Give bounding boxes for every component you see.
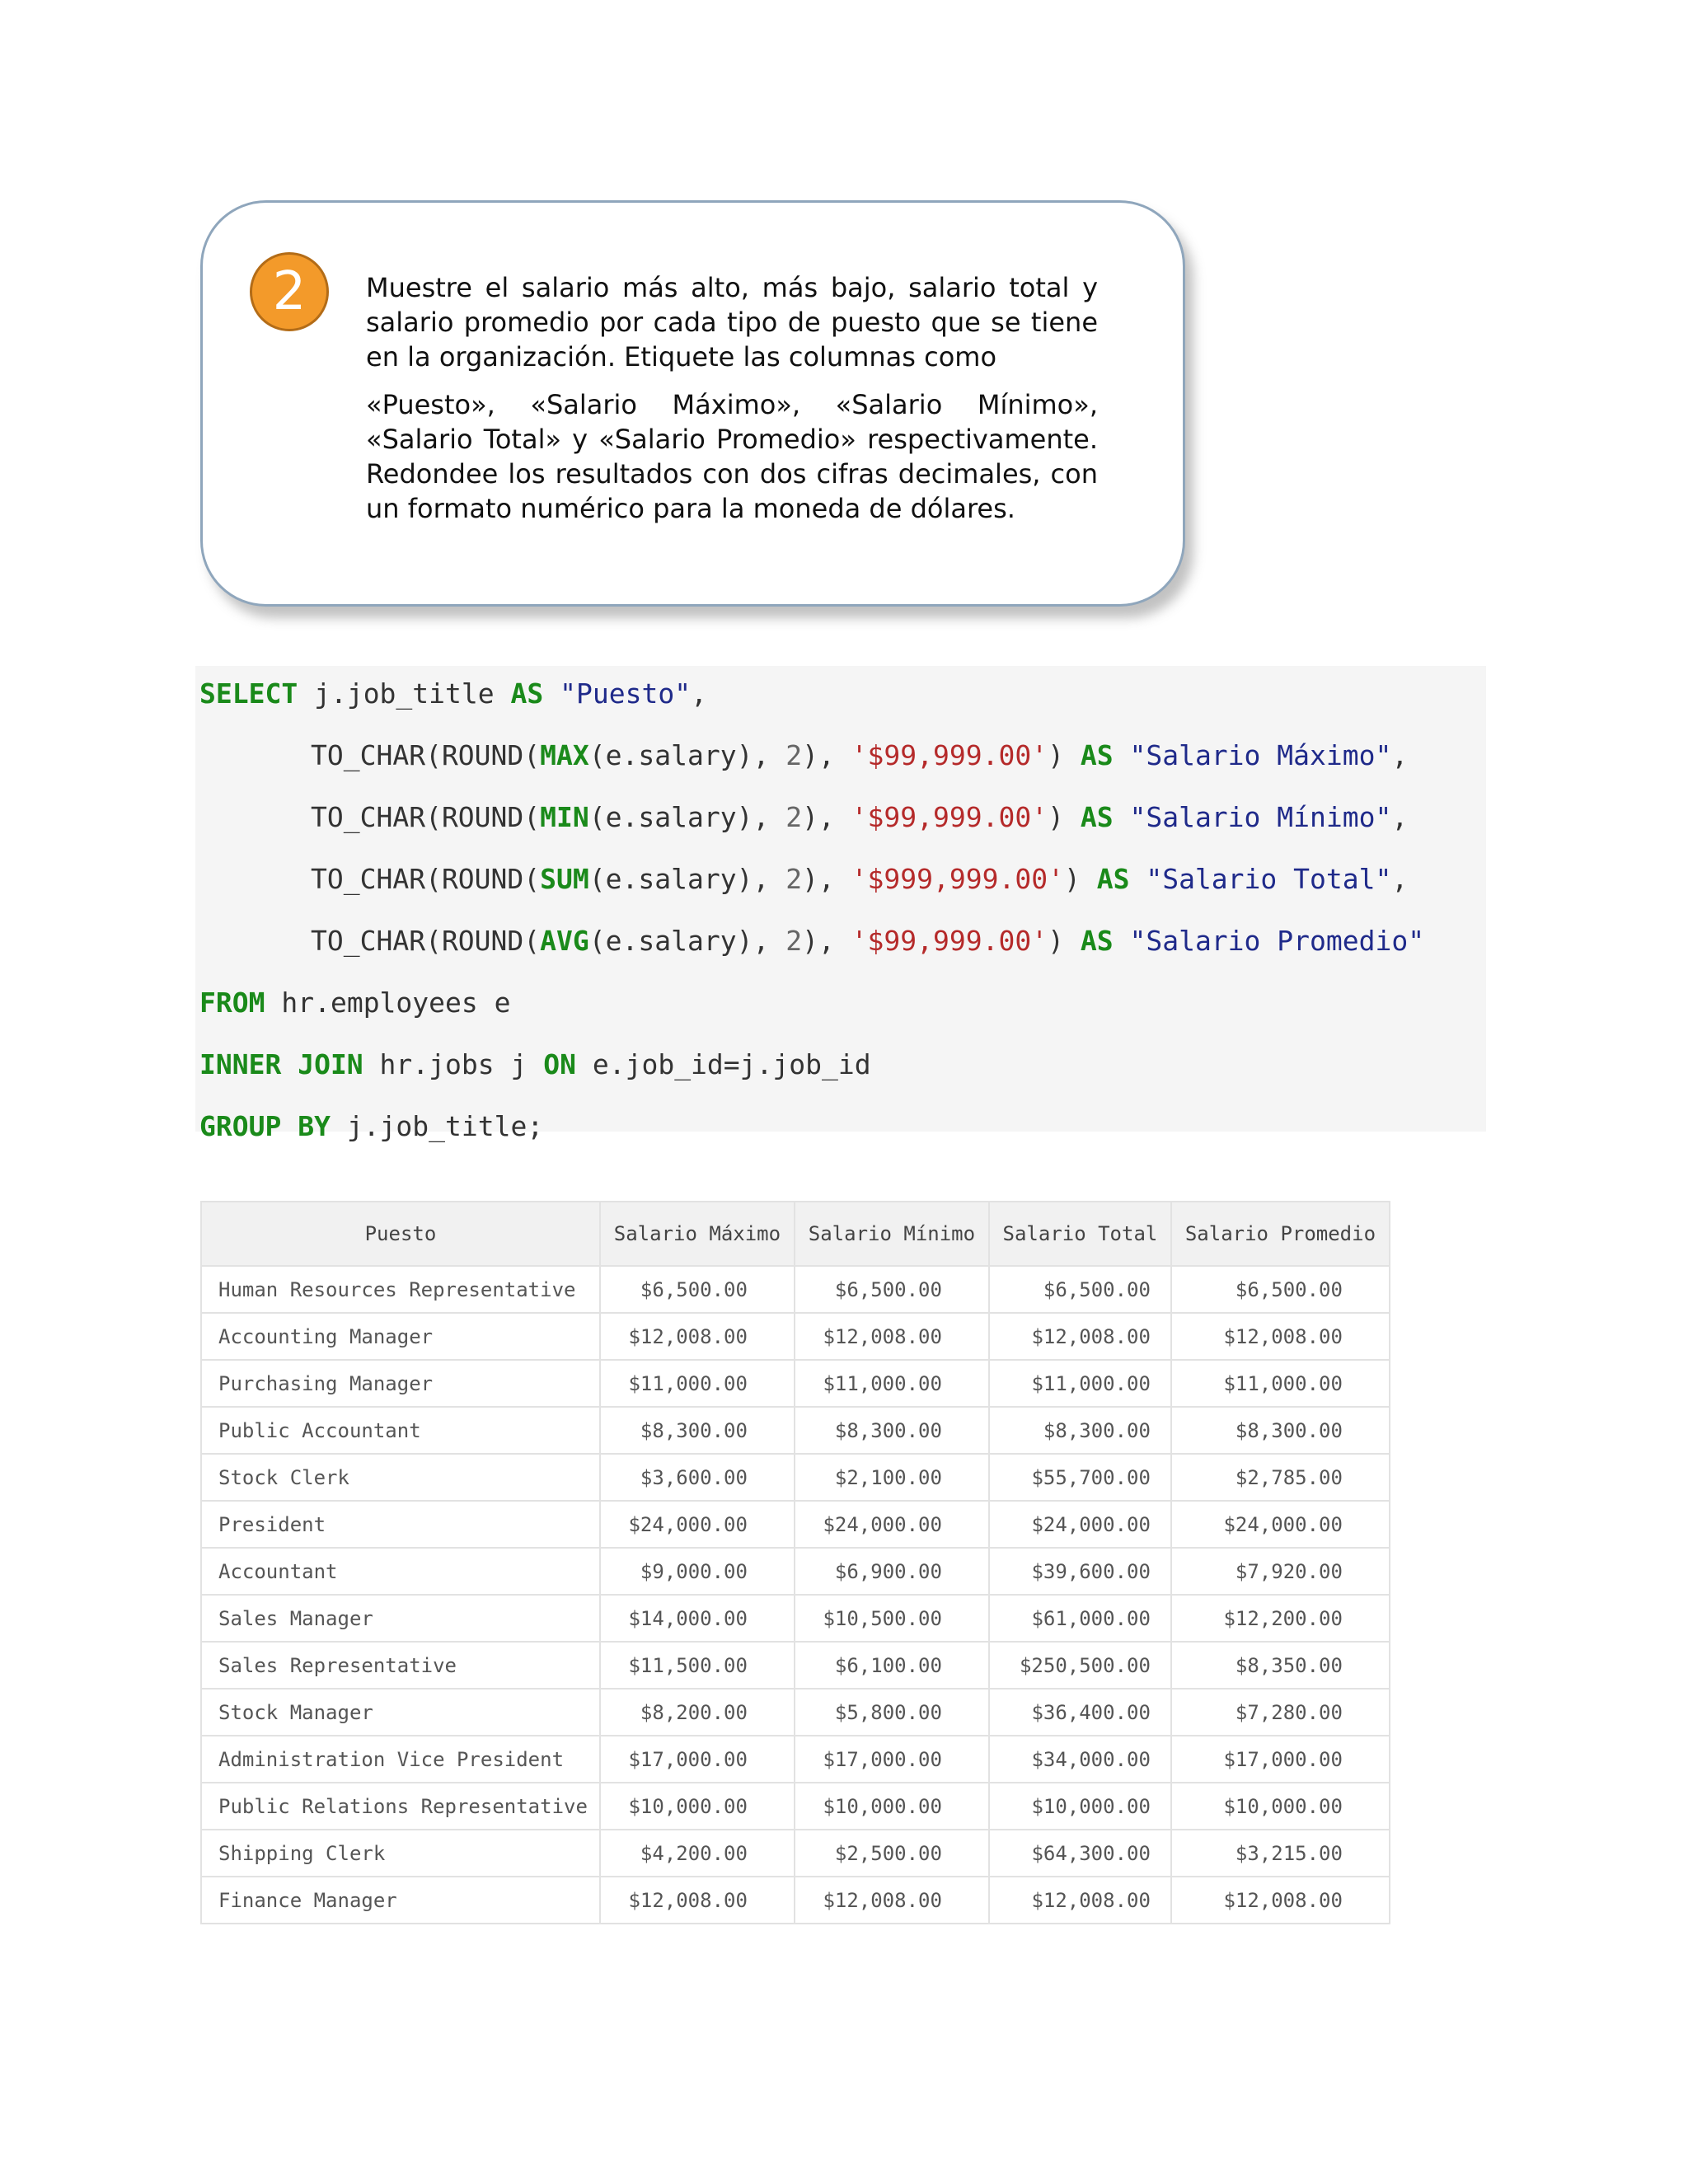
cell-amount: $8,300.00 (989, 1407, 1171, 1454)
result-table (200, 1201, 1390, 1924)
cell-amount: $11,000.00 (600, 1360, 795, 1407)
column-alias: "Salario Mínimo" (1129, 801, 1392, 833)
cell-amount: $14,000.00 (600, 1595, 795, 1642)
number-literal: 2 (785, 801, 803, 833)
string-literal: '$99,999.00' (851, 739, 1048, 771)
code-line-8 (199, 1110, 543, 1143)
cell-amount: $4,200.00 (600, 1830, 795, 1877)
code-line-4 (311, 863, 1408, 896)
cell-amount: $8,300.00 (795, 1407, 989, 1454)
cell-puesto: Public Relations Representative (201, 1783, 600, 1830)
cell-amount: $11,000.00 (795, 1360, 989, 1407)
table-row (201, 1501, 1390, 1548)
cell-amount: $12,008.00 (989, 1313, 1171, 1360)
cell-amount: $39,600.00 (989, 1548, 1171, 1595)
keyword: SELECT (199, 677, 298, 710)
keyword: AS (1080, 739, 1114, 771)
code-text: e.job_id=j.job_id (575, 1048, 871, 1080)
cell-amount: $64,300.00 (989, 1830, 1171, 1877)
cell-amount: $11,000.00 (989, 1360, 1171, 1407)
column-header: Salario Mínimo (795, 1202, 989, 1266)
cell-amount: $9,000.00 (600, 1548, 795, 1595)
cell-amount: $10,000.00 (989, 1783, 1171, 1830)
cell-amount: $24,000.00 (1171, 1501, 1390, 1548)
cell-amount: $12,008.00 (795, 1877, 989, 1924)
code-text: ) (1063, 863, 1097, 895)
code-line-1 (199, 677, 707, 710)
cell-amount: $12,008.00 (600, 1313, 795, 1360)
cell-amount: $24,000.00 (989, 1501, 1171, 1548)
number-literal: 2 (785, 863, 803, 895)
cell-amount: $12,008.00 (795, 1313, 989, 1360)
cell-puesto: Human Resources Representative (201, 1266, 600, 1313)
cell-amount: $8,300.00 (600, 1407, 795, 1454)
cell-amount: $10,000.00 (795, 1783, 989, 1830)
cell-amount: $17,000.00 (795, 1736, 989, 1783)
column-header: Salario Promedio (1171, 1202, 1390, 1266)
keyword: ON (543, 1048, 576, 1080)
cell-amount: $12,200.00 (1171, 1595, 1390, 1642)
cell-amount: $5,800.00 (795, 1689, 989, 1736)
table-row (201, 1595, 1390, 1642)
code-line-5 (311, 925, 1424, 958)
code-text: , (1391, 863, 1409, 895)
string-literal: '$99,999.00' (851, 925, 1048, 957)
sql-code-block (195, 666, 1486, 1142)
cell-amount: $11,000.00 (1171, 1360, 1390, 1407)
instruction-paragraph-2: «Puesto», «Salario Máximo», «Salario Mínimo», «Salario Total» y «Salario Promedio» respectivamente. Redondee los resultados con dos cifras decimales, con un formato numérico para la moneda de dólares. (366, 389, 1098, 524)
instruction-text (366, 270, 1098, 526)
code-text: ), (802, 801, 851, 833)
code-text: TO_CHAR(ROUND( (311, 739, 541, 771)
cell-amount: $6,100.00 (795, 1642, 989, 1689)
cell-puesto: Sales Representative (201, 1642, 600, 1689)
cell-puesto: Purchasing Manager (201, 1360, 600, 1407)
column-alias: "Salario Total" (1146, 863, 1392, 895)
cell-amount: $3,215.00 (1171, 1830, 1390, 1877)
string-literal: '$999,999.00' (851, 863, 1064, 895)
cell-puesto: Public Accountant (201, 1407, 600, 1454)
table-header-row (201, 1202, 1390, 1266)
code-text (1114, 739, 1130, 771)
code-line-3 (311, 801, 1408, 834)
table-row (201, 1360, 1390, 1407)
cell-amount: $36,400.00 (989, 1689, 1171, 1736)
code-text: ) (1048, 801, 1081, 833)
table-row (201, 1266, 1390, 1313)
table-row (201, 1689, 1390, 1736)
cell-puesto: Stock Manager (201, 1689, 600, 1736)
cell-puesto: Stock Clerk (201, 1454, 600, 1501)
code-text: TO_CHAR(ROUND( (311, 925, 541, 957)
code-text: TO_CHAR(ROUND( (311, 801, 541, 833)
cell-amount: $12,008.00 (1171, 1313, 1390, 1360)
code-text: ) (1048, 739, 1081, 771)
keyword: AS (1096, 863, 1130, 895)
keyword: FROM (199, 987, 265, 1019)
cell-amount: $6,500.00 (795, 1266, 989, 1313)
table-row (201, 1736, 1390, 1783)
cell-puesto: Accountant (201, 1548, 600, 1595)
cell-amount: $7,280.00 (1171, 1689, 1390, 1736)
code-text: (e.salary), (588, 925, 786, 957)
keyword: MAX (540, 739, 589, 771)
table-body (201, 1266, 1390, 1924)
cell-amount: $6,500.00 (1171, 1266, 1390, 1313)
string-literal: '$99,999.00' (851, 801, 1048, 833)
table-row (201, 1313, 1390, 1360)
cell-amount: $10,500.00 (795, 1595, 989, 1642)
keyword: MIN (540, 801, 589, 833)
code-text: ) (1048, 925, 1081, 957)
step-number-badge: 2 (250, 252, 329, 331)
keyword: INNER JOIN (199, 1048, 363, 1080)
code-text: ), (802, 739, 851, 771)
number-literal: 2 (785, 739, 803, 771)
cell-amount: $8,300.00 (1171, 1407, 1390, 1454)
cell-amount: $7,920.00 (1171, 1548, 1390, 1595)
cell-puesto: Shipping Clerk (201, 1830, 600, 1877)
cell-amount: $12,008.00 (989, 1877, 1171, 1924)
table-row (201, 1783, 1390, 1830)
code-text: , (1391, 739, 1409, 771)
code-line-6 (199, 987, 511, 1019)
cell-puesto: Sales Manager (201, 1595, 600, 1642)
column-header: Puesto (201, 1202, 600, 1266)
code-text: ), (802, 925, 851, 957)
cell-puesto: Administration Vice President (201, 1736, 600, 1783)
cell-amount: $10,000.00 (600, 1783, 795, 1830)
code-text: hr.employees e (265, 987, 511, 1019)
code-text (543, 677, 560, 710)
cell-amount: $24,000.00 (600, 1501, 795, 1548)
code-text: , (1391, 801, 1409, 833)
number-literal: 2 (785, 925, 803, 957)
code-text: TO_CHAR(ROUND( (311, 863, 541, 895)
column-header: Salario Máximo (600, 1202, 795, 1266)
cell-amount: $2,785.00 (1171, 1454, 1390, 1501)
code-text (1129, 863, 1146, 895)
keyword: AS (1080, 925, 1114, 957)
code-text (1114, 925, 1130, 957)
keyword: AS (1080, 801, 1114, 833)
code-text: (e.salary), (588, 801, 786, 833)
table-row (201, 1407, 1390, 1454)
cell-amount: $34,000.00 (989, 1736, 1171, 1783)
cell-amount: $17,000.00 (1171, 1736, 1390, 1783)
table-row (201, 1830, 1390, 1877)
cell-puesto: Finance Manager (201, 1877, 600, 1924)
table-row (201, 1642, 1390, 1689)
code-text: j.job_title; (330, 1110, 544, 1142)
cell-puesto: Accounting Manager (201, 1313, 600, 1360)
cell-amount: $12,008.00 (1171, 1877, 1390, 1924)
code-text: j.job_title (298, 677, 511, 710)
code-text: hr.jobs j (363, 1048, 544, 1080)
cell-amount: $6,500.00 (989, 1266, 1171, 1313)
code-line-2 (311, 739, 1408, 772)
cell-amount: $55,700.00 (989, 1454, 1171, 1501)
instruction-callout (200, 200, 1185, 607)
code-text (1114, 801, 1130, 833)
column-alias: "Salario Promedio" (1129, 925, 1425, 957)
column-header: Salario Total (989, 1202, 1171, 1266)
column-alias: "Puesto" (560, 677, 692, 710)
keyword: SUM (540, 863, 589, 895)
cell-amount: $6,500.00 (600, 1266, 795, 1313)
column-alias: "Salario Máximo" (1129, 739, 1392, 771)
cell-amount: $2,100.00 (795, 1454, 989, 1501)
cell-amount: $17,000.00 (600, 1736, 795, 1783)
table-row (201, 1877, 1390, 1924)
cell-amount: $8,350.00 (1171, 1642, 1390, 1689)
cell-amount: $12,008.00 (600, 1877, 795, 1924)
table-row (201, 1548, 1390, 1595)
instruction-paragraph-1: Muestre el salario más alto, más bajo, salario total y salario promedio por cada tipo de puesto que se tiene en la organización. Etiquete las columnas como (366, 272, 1098, 373)
code-line-7 (199, 1048, 871, 1081)
code-text: (e.salary), (588, 863, 786, 895)
code-text: (e.salary), (588, 739, 786, 771)
cell-amount: $3,600.00 (600, 1454, 795, 1501)
cell-amount: $11,500.00 (600, 1642, 795, 1689)
cell-amount: $250,500.00 (989, 1642, 1171, 1689)
keyword: AVG (540, 925, 589, 957)
code-text: , (691, 677, 707, 710)
keyword: AS (510, 677, 544, 710)
code-text: ), (802, 863, 851, 895)
cell-puesto: President (201, 1501, 600, 1548)
cell-amount: $6,900.00 (795, 1548, 989, 1595)
cell-amount: $8,200.00 (600, 1689, 795, 1736)
cell-amount: $10,000.00 (1171, 1783, 1390, 1830)
cell-amount: $61,000.00 (989, 1595, 1171, 1642)
cell-amount: $24,000.00 (795, 1501, 989, 1548)
cell-amount: $2,500.00 (795, 1830, 989, 1877)
keyword: GROUP BY (199, 1110, 331, 1142)
table-row (201, 1454, 1390, 1501)
